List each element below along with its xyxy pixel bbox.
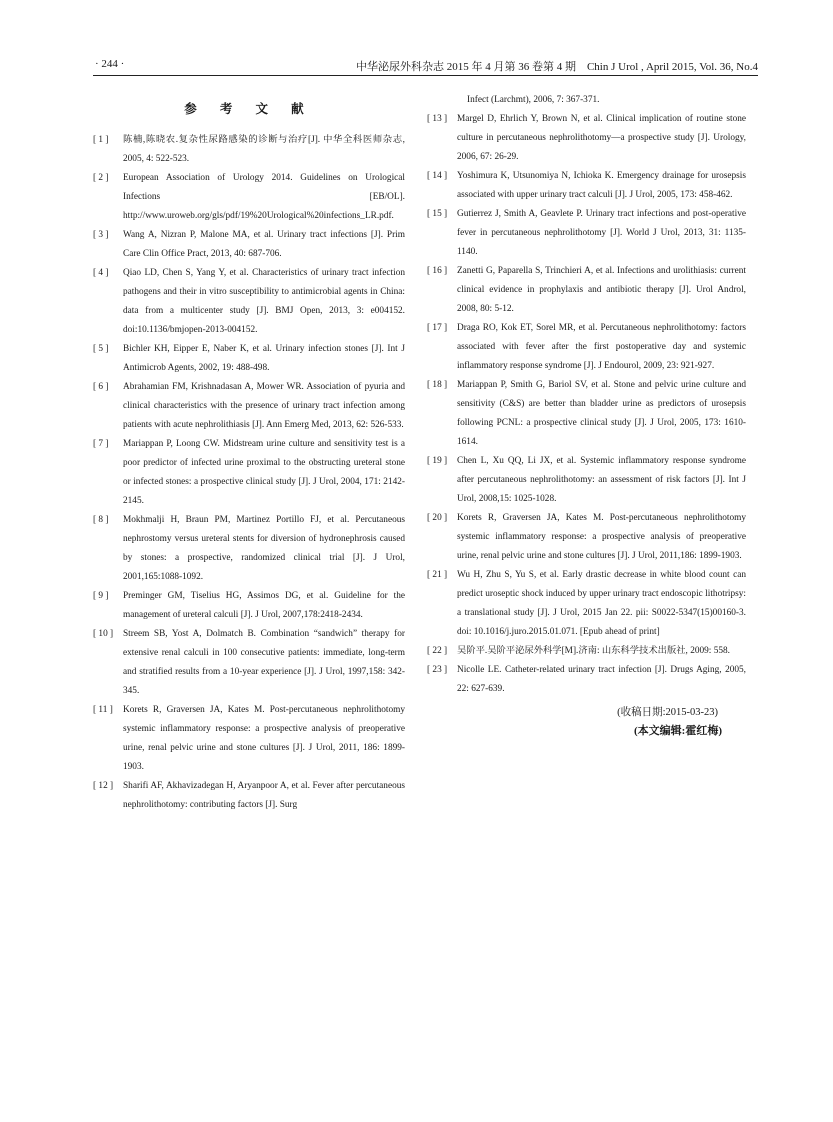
reference-text: Streem SB, Yost A, Dolmatch B. Combination “sandwich” therapy for extensive renal calculi in 100 consecutive patients: immediate, long-term and stratified results from a 10-year experience [J]. J Urol, 1997,158: 342-345. <box>123 629 405 696</box>
reference-text: Mariappan P, Smith G, Bariol SV, et al. Stone and pelvic urine culture and sensitivity (C&S) are better than bladder urine as predictors of urosepsis following PCNL: a prospective clinical study [J]. J Urol, 2005, 173: 1610-1614. <box>457 380 746 447</box>
reference-text: Qiao LD, Chen S, Yang Y, et al. Characteristics of urinary tract infection pathogens and their in vitro susceptibility to antimicrobial agents in China: data from a multicenter study [J]. BMJ Open, 2013, 3: e004152. doi:10.1136/bmjopen-2013-004152. <box>123 268 405 335</box>
reference-item <box>93 777 405 815</box>
reference-number: [ 18 ] <box>427 380 448 390</box>
reference-text: Zanetti G, Paparella S, Trinchieri A, et al. Infections and urolithiasis: current clinical evidence in prophylaxis and antibiotic therapy [J]. Urol Androl, 2008, 80: 5-12. <box>457 266 746 314</box>
reference-item <box>93 701 405 777</box>
reference-text: 吴阶平.吴阶平泌尿外科学[M].济南: 山东科学技术出版社, 2009: 558. <box>457 646 730 656</box>
reference-number: [ 16 ] <box>427 266 448 276</box>
reference-text: Abrahamian FM, Krishnadasan A, Mower WR. Association of pyuria and clinical characteristics with the presence of urinary tract infection among patients with acute nephrolithiasis [J]. Ann Emerg Med, 2013, 62: 526-533. <box>123 382 405 430</box>
reference-text: Draga RO, Kok ET, Sorel MR, et al. Percutaneous nephrolithotomy: factors associated with fever after the first postoperative day and systemic inflammatory response syndrome [J]. J Endourol, 2009, 23: 921-927. <box>457 323 746 371</box>
reference-number: [ 22 ] <box>427 646 448 656</box>
reference-item <box>93 226 405 264</box>
reference-text: Korets R, Graversen JA, Kates M. Post-percutaneous nephrolithotomy systemic inflammatory response: a prospective analysis of preoperative urine, renal pelvic urine and stone cultures [J]. J Urol, 2011, 186: 1899-1903. <box>123 705 405 772</box>
reference-item <box>93 511 405 587</box>
reference-text: Nicolle LE. Catheter-related urinary tract infection [J]. Drugs Aging, 2005, 22: 627-639. <box>457 665 746 694</box>
page-number: · 244 · <box>95 58 125 70</box>
reference-number: [ 3 ] <box>93 230 109 240</box>
reference-item <box>93 169 405 226</box>
editor-credit: (本文编辑:霍红梅) <box>634 725 722 737</box>
reference-item <box>427 319 746 376</box>
references-heading: 参 考 文 献 <box>184 102 314 116</box>
left-reference-list <box>93 131 405 815</box>
reference-text: Sharifi AF, Akhavizadegan H, Aryanpoor A, et al. Fever after percutaneous nephrolithotomy: contributing factors [J]. Surg <box>123 781 405 810</box>
reference-number: [ 14 ] <box>427 171 448 181</box>
reference-item <box>93 264 405 340</box>
left-column <box>93 91 405 815</box>
header-rule <box>93 75 758 76</box>
reference-item <box>427 262 746 319</box>
reference-text: Wu H, Zhu S, Yu S, et al. Early drastic decrease in white blood count can predict uroseptic shock induced by upper urinary tract endoscopic lithotripsy: a translational study [J]. J Urol, 2015 Jan 22. pii: S0022-5347(15)00160-3. doi: 10.1016/j.juro.2015.01.071. [Epub ahead of print] <box>457 570 746 637</box>
reference-number: [ 1 ] <box>93 135 109 145</box>
reference-item <box>93 131 405 169</box>
reference-number: [ 20 ] <box>427 513 448 523</box>
reference-text: Mokhmalji H, Braun PM, Martinez Portillo FJ, et al. Percutaneous nephrostomy versus ureteral stents for diversion of hydronephrosis caused by stones: a prospective, randomized clinical trial [J]. J Urol, 2001,165:1088-1092. <box>123 515 405 582</box>
received-date: (收稿日期:2015-03-23) <box>617 707 718 718</box>
reference-text: 陈楠,陈晓农.复杂性尿路感染的诊断与治疗[J]. 中华全科医师杂志, 2005, 4: 522-523. <box>123 135 405 164</box>
reference-text: Chen L, Xu QQ, Li JX, et al. Systemic inflammatory response syndrome after percutaneous nephrolithotomy: an assessment of risk factors [J]. Int J Urol, 2008,15: 1025-1028. <box>457 456 746 504</box>
reference-number: [ 23 ] <box>427 665 448 675</box>
reference-number: [ 2 ] <box>93 173 109 183</box>
reference-number: [ 7 ] <box>93 439 109 449</box>
reference-item <box>93 625 405 701</box>
reference-item <box>93 340 405 378</box>
reference-text: Korets R, Graversen JA, Kates M. Post-percutaneous nephrolithotomy systemic inflammatory response: a prospective analysis of preoperative urine, renal pelvic urine and stone cultures [J]. J Urol, 2011,186: 1899-1903. <box>457 513 746 561</box>
reference-text: Preminger GM, Tiselius HG, Assimos DG, et al. Guideline for the management of ureteral calculi [J]. J Urol, 2007,178:2418-2434. <box>123 591 405 620</box>
reference-item <box>427 205 746 262</box>
reference-number: [ 15 ] <box>427 209 448 219</box>
reference-number: [ 17 ] <box>427 323 448 333</box>
reference-continuation: Infect (Larchmt), 2006, 7: 367-371. <box>467 95 600 105</box>
reference-text: Bichler KH, Eipper E, Naber K, et al. Urinary infection stones [J]. Int J Antimicrob Agents, 2002, 19: 488-498. <box>123 344 405 373</box>
reference-item <box>427 642 746 661</box>
reference-item <box>93 435 405 511</box>
reference-item <box>427 110 746 167</box>
reference-item <box>93 378 405 435</box>
running-header: 中华泌尿外科杂志 2015 年 4 月第 36 卷第 4 期 Chin J Urol , April 2015, Vol. 36, No.4 <box>355 61 758 73</box>
reference-number: [ 8 ] <box>93 515 109 525</box>
reference-number: [ 19 ] <box>427 456 448 466</box>
reference-item <box>427 509 746 566</box>
reference-item <box>93 587 405 625</box>
reference-text: Margel D, Ehrlich Y, Brown N, et al. Clinical implication of routine stone culture in percutaneous nephrolithotomy—a prospective study [J]. Urology, 2006, 67: 26-29. <box>457 114 746 162</box>
reference-text: European Association of Urology 2014. Guidelines on Urological Infections [EB/OL]. http://www.uroweb.org/gls/pdf/19%20Urological%20infections_LR.pdf. <box>123 173 405 221</box>
right-reference-list <box>427 110 746 699</box>
reference-number: [ 12 ] <box>93 781 114 791</box>
reference-item <box>427 566 746 642</box>
reference-item <box>427 661 746 699</box>
right-column <box>427 91 746 741</box>
reference-text: Wang A, Nizran P, Malone MA, et al. Urinary tract infections [J]. Prim Care Clin Office Pract, 2013, 40: 687-706. <box>123 230 405 259</box>
reference-number: [ 21 ] <box>427 570 448 580</box>
reference-text: Mariappan P, Loong CW. Midstream urine culture and sensitivity test is a poor predictor of infected urine proximal to the obstructing ureteral stone or infected stones: a prospective clinical study [J]. J Urol, 2004, 171: 2142-2145. <box>123 439 405 506</box>
reference-number: [ 10 ] <box>93 629 114 639</box>
reference-item <box>427 452 746 509</box>
reference-item <box>427 376 746 452</box>
reference-number: [ 11 ] <box>93 705 113 715</box>
reference-number: [ 5 ] <box>93 344 109 354</box>
reference-number: [ 9 ] <box>93 591 109 601</box>
reference-number: [ 6 ] <box>93 382 109 392</box>
reference-text: Yoshimura K, Utsunomiya N, Ichioka K. Emergency drainage for urosepsis associated with upper urinary tract calculi [J]. J Urol, 2005, 173: 458-462. <box>457 171 746 200</box>
reference-number: [ 13 ] <box>427 114 448 124</box>
reference-number: [ 4 ] <box>93 268 109 278</box>
reference-item <box>427 167 746 205</box>
reference-text: Gutierrez J, Smith A, Geavlete P. Urinary tract infections and post-operative fever in percutaneous nephrolithotomy [J]. World J Urol, 2013, 31: 1135-1140. <box>457 209 746 257</box>
